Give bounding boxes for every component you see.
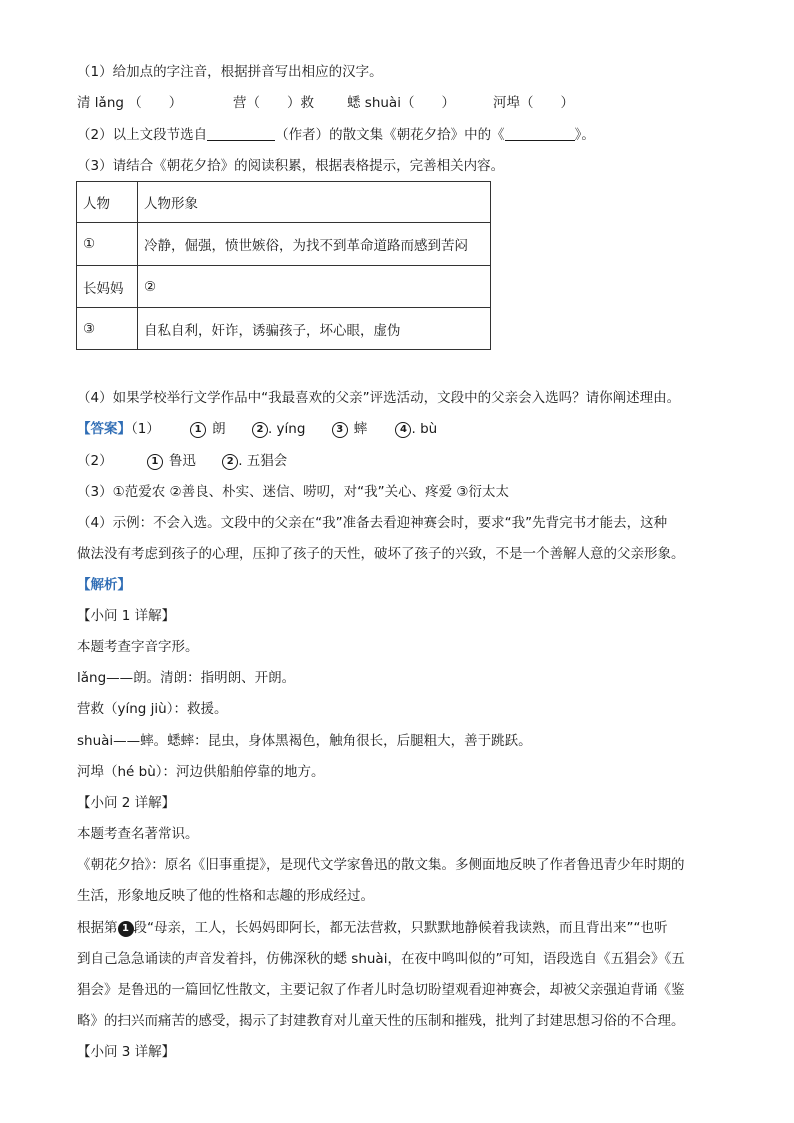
circled-one: 1 — [190, 422, 206, 438]
analysis-text-part: 段“母亲，工人，长妈妈即阿长，都无法营救，只默默地静候着我读熟，而且背出来”“也听 — [133, 920, 668, 936]
header-image: 人物形象 — [138, 182, 491, 223]
question-3-prompt: （3）请结合《朝花夕拾》的阅读积累，根据表格提示，完善相关内容。 — [77, 158, 505, 174]
table-cell: 自私自利，奸诈，诱骗孩子，坏心眼，虚伪 — [138, 308, 491, 350]
q2-text-3: 》。 — [574, 127, 595, 143]
circled-one: 1 — [147, 454, 163, 470]
q2-text-1: （2）以上文段节选自 — [77, 127, 208, 143]
q1-item-yingjiu: 营（ ）救 — [233, 95, 314, 111]
header-character: 人物 — [77, 182, 138, 223]
table-row — [77, 266, 491, 308]
analysis-text: 生活，形象地反映了他的性格和志趣的形成经过。 — [77, 888, 374, 904]
analysis-text: 本题考查名著常识。 — [77, 826, 199, 842]
sub-question-2-title: 【小问 2 详解】 — [77, 795, 176, 811]
analysis-text: 略》的扫兴而痛苦的感受，揭示了封建教育对儿童天性的压制和摧残，批判了封建思想习俗的不合理。 — [77, 1013, 685, 1029]
answer-1-item-4: . bù — [411, 421, 438, 437]
q1-item-xishuai: 蟋 shuài（ ） — [347, 95, 455, 111]
question-2-prompt — [77, 125, 595, 145]
answer-line-3: （3）①范爱农 ②善良、朴实、迷信、唠叨，对“我”关心、疼爱 ③衍太太 — [77, 484, 509, 500]
answer-1-item-3: 蟀 — [353, 421, 368, 437]
answer-1-item-2: . yíng — [267, 421, 306, 437]
q1-item-hebu: 河埠（ ） — [493, 95, 574, 111]
answer-line-2 — [77, 451, 287, 471]
analysis-text: 河埠（hé bù）：河边供船舶停靠的地方。 — [77, 764, 325, 780]
analysis-text — [77, 918, 667, 938]
answer-line-4b: 做法没有考虑到孩子的心理，压抑了孩子的天性，破坏了孩子的兴致，不是一个善解人意的父亲形象。 — [77, 546, 685, 562]
question-1-prompt: （1）给加点的字注音，根据拼音写出相应的汉字。 — [77, 64, 383, 80]
analysis-text: lǎng——朗。清朗：指明朗、开朗。 — [77, 670, 296, 686]
sub-question-1-title: 【小问 1 详解】 — [77, 608, 176, 624]
circled-two: 2 — [252, 422, 268, 438]
question-4-prompt: （4）如果学校举行文学作品中“我最喜欢的父亲”评选活动，文段中的父亲会入选吗？请你阐述理由。 — [77, 390, 681, 406]
table-row — [77, 308, 491, 350]
analysis-text: 猖会》是鲁迅的一篇回忆性散文，主要记叙了作者儿时急切盼望观看迎神赛会，却被父亲强迫背诵《鉴 — [77, 982, 685, 998]
q1-item-qinglang: 清 lǎng （ ） — [77, 95, 183, 111]
sub-question-3-title: 【小问 3 详解】 — [77, 1044, 176, 1060]
analysis-text: 到自己急急诵读的声音发着抖，仿佛深秋的蟋 shuài，在夜中鸣叫似的”可知，语段选自《五猖会》《五 — [77, 951, 685, 967]
circled-two: 2 — [222, 454, 238, 470]
analysis-label: 【解析】 — [77, 577, 131, 593]
analysis-text-part: 根据第 — [77, 920, 118, 936]
answer-1-number: （1） — [131, 421, 160, 437]
answer-2-item-2: . 五猖会 — [238, 453, 288, 469]
title-blank — [505, 126, 575, 141]
answer-1-item-1: 朗 — [212, 421, 226, 437]
table-cell: ② — [138, 266, 491, 308]
table-row — [77, 223, 491, 266]
paragraph-mark: 1 — [118, 921, 134, 937]
table-cell: ① — [77, 223, 138, 266]
table-cell: ③ — [77, 308, 138, 350]
answer-2-item-1: 鲁迅 — [168, 453, 196, 469]
answer-label: 【答案】 — [77, 421, 131, 437]
analysis-text: 营救（yíng jiù）：救援。 — [77, 701, 228, 717]
circled-three: 3 — [332, 422, 348, 438]
circled-four: 4 — [395, 422, 411, 438]
analysis-text: 《朝花夕拾》：原名《旧事重提》，是现代文学家鲁迅的散文集。多侧面地反映了作者鲁迅青少年时期的 — [77, 857, 685, 873]
table-header-row — [77, 182, 491, 223]
table-cell: 长妈妈 — [77, 266, 138, 308]
answer-line-4a: （4）示例：不会入选。文段中的父亲在“我”准备去看迎神赛会时，要求“我”先背完书才能去，这种 — [77, 515, 668, 531]
table-cell: 冷静，倔强，愤世嫉俗，为找不到革命道路而感到苦闷 — [138, 223, 491, 266]
analysis-text: 本题考查字音字形。 — [77, 639, 199, 655]
answer-2-number: （2） — [77, 453, 113, 469]
q2-text-2: （作者）的散文集《朝花夕拾》中的《 — [275, 127, 505, 143]
analysis-text: shuài——蟀。蟋蟀：昆虫，身体黑褐色，触角很长，后腿粗大，善于跳跃。 — [77, 733, 532, 749]
author-blank — [207, 126, 275, 141]
character-table — [76, 181, 491, 350]
question-1-items — [77, 93, 574, 113]
answer-line-1 — [77, 419, 437, 439]
